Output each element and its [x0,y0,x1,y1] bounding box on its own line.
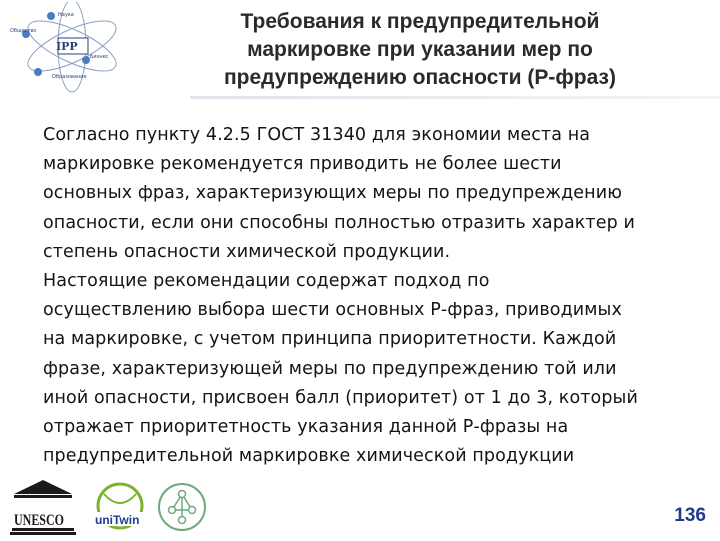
ipp-logo [4,2,154,94]
title-divider [190,96,720,99]
body-line: степень опасности химической продукции. [43,241,451,262]
body-line: основных фраз, характеризующих меры по предупреждению [43,183,623,204]
body-line: опасности, если они способны полностью отразить характер и [43,212,635,233]
atom-emblem-icon [4,2,154,94]
molecule-emblem-icon [156,480,208,534]
title-line: маркировке при указании мер по [247,38,593,61]
body-line: отражает приоритетность указания данной Р-фразы на [43,417,569,438]
body-line: осуществлению выбора шести основных Р-фраз, приводимых [43,300,622,321]
body-line: на маркировке, с учетом принципа приоритетности. Каждой [43,329,617,350]
body-line: фразе, характеризующей меры по предупреждению той или [43,358,617,379]
logo-label: Бизнес [90,54,109,60]
title-line: Требования к предупредительной [240,10,600,33]
unesco-wordmark: UNESCO [14,512,64,530]
logo-label: Общество [10,28,37,34]
page-number: 136 [674,505,706,526]
body-line: Согласно пункту 4.2.5 ГОСТ 31340 для экономии места на [43,125,591,145]
unitwin-emblem-icon [92,482,148,534]
body-line: иной опасности, присвоен балл (приоритет) от 1 до 3, который [43,387,638,408]
unitwin-logo [92,482,148,534]
body-text [43,121,715,471]
slide-title [185,8,655,92]
body-line: маркировке рекомендуется приводить не более шести [43,154,562,175]
body-line: Настоящие рекомендации содержат подход по [43,271,490,292]
logo-label: Образование [52,74,87,80]
logo-label: Наука [58,12,74,18]
unitwin-wordmark: uniTwin [95,513,140,527]
body-line: предупредительной маркировке химической продукции [43,446,575,467]
green-chemistry-logo [156,480,208,534]
unesco-temple-icon [8,478,78,536]
title-line: предупреждению опасности (Р-фраз) [223,66,616,89]
unesco-logo [8,478,78,536]
logo-center-text: IPP [56,40,78,53]
